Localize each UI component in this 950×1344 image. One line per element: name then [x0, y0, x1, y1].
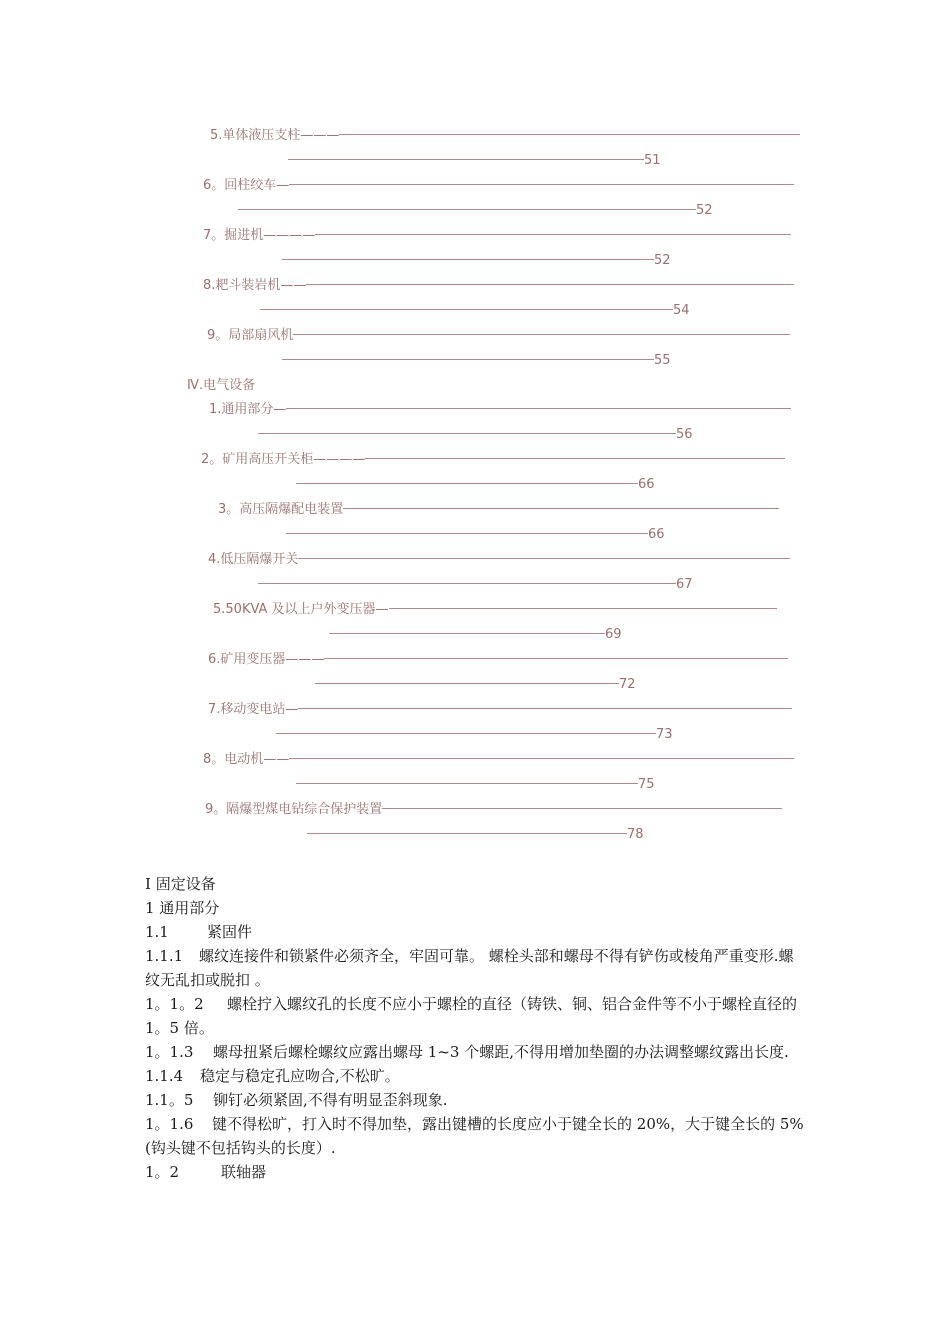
- toc-leader: [286, 408, 791, 409]
- toc-entry-label: 6.矿用变压器———: [208, 652, 325, 667]
- toc-leader: [315, 234, 791, 235]
- toc-entry-label: 9。局部扇风机: [207, 328, 294, 343]
- clause-text: 螺母扭紧后螺栓螺纹应露出螺母 1~3 个螺距,不得用增加垫圈的办法调整螺纹露出长度.: [213, 1043, 789, 1061]
- toc-entry[interactable]: [203, 751, 808, 769]
- toc-leader: [296, 483, 638, 484]
- toc-entry-continuation: [238, 202, 738, 220]
- toc-page-number: 56: [676, 427, 693, 442]
- toc-leader: [382, 808, 782, 809]
- toc-entry-continuation: [258, 576, 728, 594]
- toc-page-number: 67: [676, 577, 693, 592]
- toc-entry-label: 6。回柱绞车—: [203, 178, 290, 193]
- toc-entry[interactable]: [208, 651, 803, 669]
- toc-entry-continuation: [282, 252, 702, 270]
- clause-paragraph: [145, 1040, 807, 1064]
- clause-text: 铆钉必须紧固,不得有明显歪斜现象.: [213, 1091, 448, 1109]
- toc-entry-continuation: [260, 302, 730, 320]
- toc-entry-label: 1.通用部分—: [209, 402, 287, 417]
- toc-entry-label: 4.低压隔爆开关: [208, 552, 299, 567]
- clause-number: 1。1。2: [145, 995, 204, 1013]
- clause-number: 1.1.4: [145, 1067, 184, 1085]
- clause-number: 1.1: [145, 923, 169, 941]
- clause-number: 1.1。5: [145, 1091, 194, 1109]
- toc-leader: [306, 284, 794, 285]
- toc-leader: [276, 733, 656, 734]
- clause-number: 1。1.6: [145, 1115, 194, 1133]
- toc-page-number: 78: [627, 827, 644, 842]
- toc-leader: [286, 533, 648, 534]
- toc-section-label: Ⅳ.电气设备: [187, 378, 256, 393]
- section-heading: Ⅰ 固定设备: [145, 875, 216, 893]
- toc-section-heading[interactable]: [187, 377, 487, 395]
- clause-text: 螺栓拧入螺纹孔的长度不应小于螺栓的直径（铸铁、铜、铝合金件等不小于螺栓直径的 1。5 倍。: [145, 995, 798, 1037]
- toc-entry[interactable]: [203, 227, 808, 245]
- toc-leader: [293, 334, 790, 335]
- clause-paragraph: [145, 992, 807, 1040]
- toc-leader: [260, 309, 673, 310]
- toc-leader: [282, 359, 654, 360]
- toc-leader: [289, 758, 794, 759]
- clause-number: 1。2: [145, 1163, 180, 1181]
- toc-page-number: 73: [656, 727, 673, 742]
- clause-text: 螺纹连接件和锁紧件必须齐全，牢固可靠。 螺栓头部和螺母不得有铲伤或棱角严重变形.螺纹无乱扣或脱扣 。: [145, 947, 794, 989]
- clause-heading: [145, 920, 807, 944]
- toc-leader: [389, 608, 777, 609]
- toc-page-number: 72: [619, 677, 636, 692]
- toc-entry-continuation: [307, 826, 687, 844]
- clause-heading: [145, 1160, 807, 1184]
- toc-entry[interactable]: [207, 327, 802, 345]
- clause-number: 1。1.3: [145, 1043, 194, 1061]
- toc-leader: [307, 833, 627, 834]
- toc-leader: [298, 558, 790, 559]
- toc-leader: [282, 259, 654, 260]
- clause-title: 紧固件: [207, 923, 253, 941]
- toc-entry[interactable]: [205, 801, 805, 819]
- toc-leader: [258, 433, 676, 434]
- toc-entry[interactable]: [201, 451, 809, 469]
- clause-paragraph: [145, 1112, 807, 1160]
- toc-entry-label: 7。掘进机————: [203, 228, 316, 243]
- toc-entry-label: 7.移动变电站—: [208, 702, 299, 717]
- clause-title: 联轴器: [221, 1163, 267, 1181]
- toc-leader: [298, 708, 792, 709]
- toc-entry-label: 8。电动机——: [203, 752, 290, 767]
- toc-entry-continuation: [315, 676, 675, 694]
- toc-entry-label: 2。矿用高压开关柜————: [201, 452, 366, 467]
- toc-entry[interactable]: [213, 601, 798, 619]
- subsection-heading: 1 通用部分: [145, 899, 220, 917]
- toc-page-number: 66: [648, 527, 665, 542]
- toc-entry[interactable]: [203, 177, 808, 195]
- clause-text: 键不得松旷，打入时不得加垫，露出键槽的长度应小于键全长的 20%，大于键全长的 5%(钩头键不包括钩头的长度）.: [145, 1115, 804, 1157]
- toc-entry-continuation: [288, 152, 688, 170]
- toc-entry[interactable]: [209, 401, 804, 419]
- toc-entry[interactable]: [208, 701, 803, 719]
- clause-text: 稳定与稳定孔应吻合,不松旷。: [200, 1067, 400, 1085]
- toc-leader: [258, 583, 676, 584]
- toc-entry-continuation: [258, 426, 728, 444]
- toc-entry[interactable]: [218, 501, 793, 519]
- toc-leader: [296, 783, 638, 784]
- toc-leader: [339, 134, 800, 135]
- toc-leader: [324, 658, 788, 659]
- toc-entry[interactable]: [203, 277, 808, 295]
- toc-leader: [288, 159, 644, 160]
- toc-leader: [343, 508, 779, 509]
- toc-entry-continuation: [296, 476, 696, 494]
- toc-entry-label: 3。高压隔爆配电装置: [218, 502, 344, 517]
- clause-paragraph: [145, 944, 807, 992]
- toc-entry-label: 9。隔爆型煤电钻综合保护装置: [205, 802, 383, 817]
- toc-page-number: 51: [644, 153, 661, 168]
- document-body: [145, 872, 807, 1184]
- toc-entry-label: 8.耙斗装岩机——: [203, 278, 307, 293]
- toc-entry-continuation: [286, 526, 696, 544]
- toc-page-number: 66: [638, 477, 655, 492]
- toc-page-number: 52: [696, 203, 713, 218]
- toc-entry-label: 5.50KVA 及以上户外变压器—: [213, 602, 389, 617]
- toc-entry[interactable]: [208, 551, 803, 569]
- clause-paragraph: [145, 1088, 807, 1112]
- clause-number: 1.1.1: [145, 947, 184, 965]
- toc-page-number: 55: [654, 353, 671, 368]
- toc-leader: [315, 683, 619, 684]
- toc-leader: [289, 184, 794, 185]
- toc-entry-continuation: [329, 626, 659, 644]
- toc-leader: [365, 458, 785, 459]
- toc-entry-label: 5.单体液压支柱———: [210, 128, 340, 143]
- toc-entry-continuation: [296, 776, 696, 794]
- toc-page-number: 69: [605, 627, 622, 642]
- toc-leader: [238, 209, 696, 210]
- toc-page-number: 75: [638, 777, 655, 792]
- toc-entry-continuation: [276, 726, 726, 744]
- toc-page-number: 52: [654, 253, 671, 268]
- toc-entry[interactable]: [210, 127, 800, 145]
- toc-entry-continuation: [282, 352, 702, 370]
- toc-page-number: 54: [673, 303, 690, 318]
- clause-paragraph: [145, 1064, 807, 1088]
- toc-leader: [329, 633, 605, 634]
